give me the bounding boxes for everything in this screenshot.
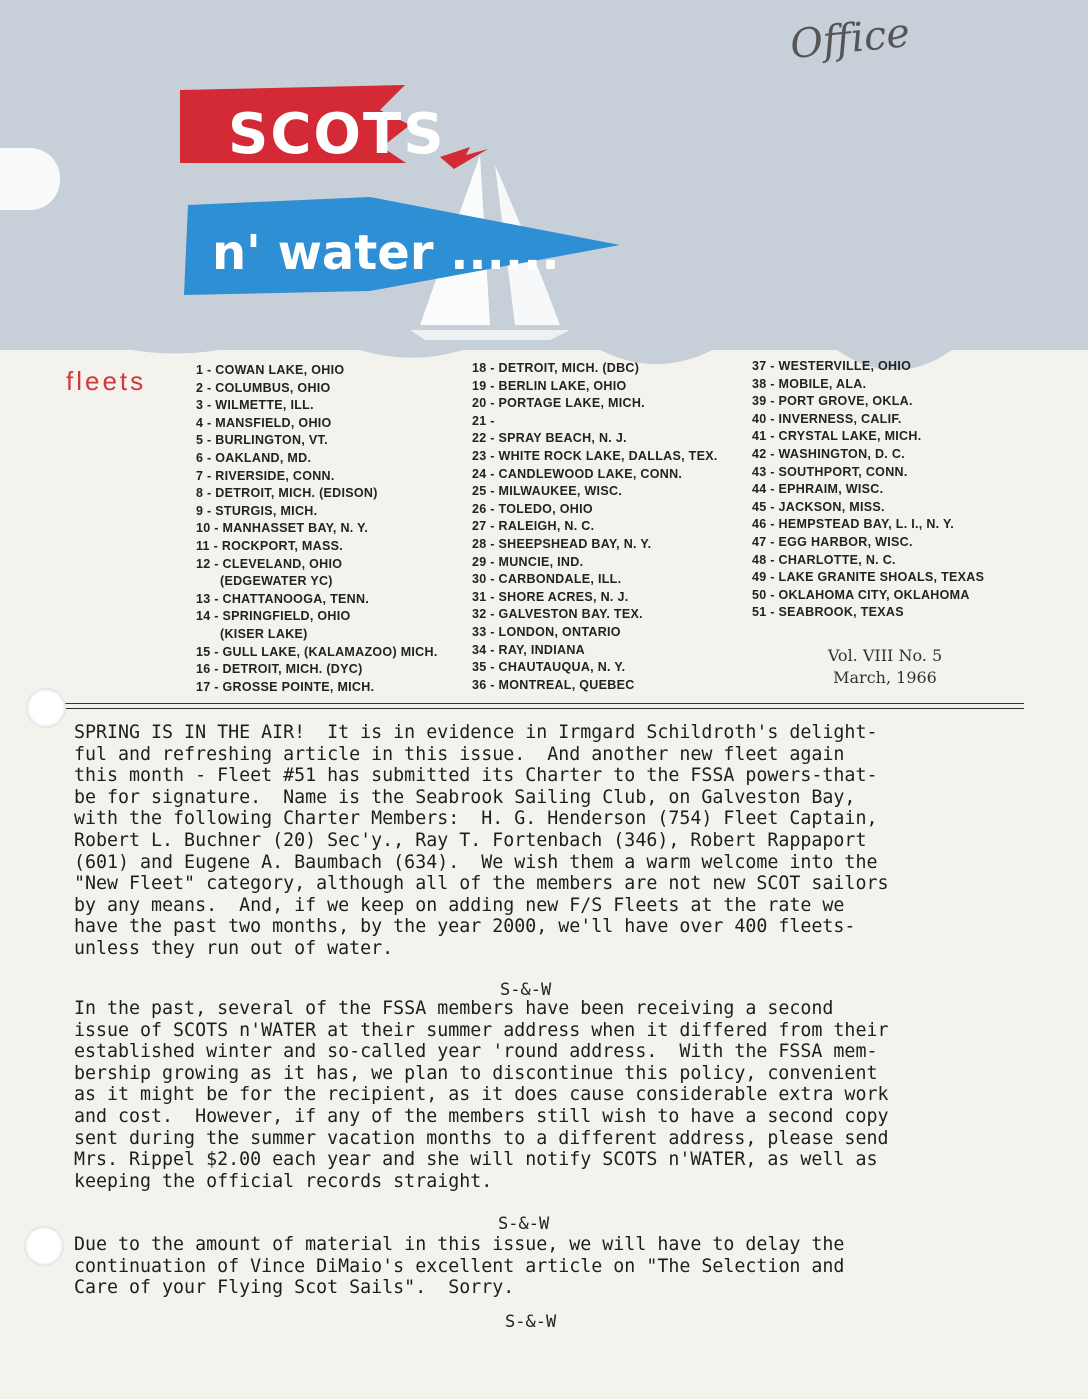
fleet-item: 20 - PORTAGE LAKE, MICH. [472,396,645,411]
fleet-item: 13 - CHATTANOOGA, TENN. [196,591,370,606]
fleet-item: 4 - MANSFIELD, OHIO [196,415,332,430]
fleet-item: 16 - DETROIT, MICH. (DYC) [196,662,363,677]
fleet-item: 31 - SHORE ACRES, N. J. [472,589,629,604]
fleet-item-subline: (EDGEWATER YC) [220,574,333,589]
fleet-item: 33 - LONDON, ONTARIO [472,624,621,639]
fleet-item: 15 - GULL LAKE, (KALAMAZOO) MICH. [196,644,438,659]
divider-line [62,703,1024,704]
fleet-item: 23 - WHITE ROCK LAKE, DALLAS, TEX. [472,448,718,463]
fleet-item: 18 - DETROIT, MICH. (DBC) [472,361,640,375]
fleet-item: 46 - HEMPSTEAD BAY, L. I., N. Y. [752,517,955,532]
fleet-item: 38 - MOBILE, ALA. [752,376,867,391]
fleet-item: 47 - EGG HARBOR, WISC. [752,534,913,549]
fleet-item: 42 - WASHINGTON, D. C. [752,446,905,461]
fleet-item: 44 - EPHRAIM, WISC. [752,482,884,497]
fleet-item: 1 - COWAN LAKE, OHIO [196,363,345,377]
fleet-item: 5 - BURLINGTON, VT. [196,433,328,448]
fleet-list-column-2 [472,360,718,694]
fleet-item: 6 - OAKLAND, MD. [196,450,312,465]
fleet-item: 9 - STURGIS, MICH. [196,503,318,518]
punch-hole [26,688,66,728]
fleet-item: 37 - WESTERVILLE, OHIO [752,359,912,373]
fleet-item: 39 - PORT GROVE, OKLA. [752,394,913,409]
fleet-item: 27 - RALEIGH, N. C. [472,519,595,534]
fleet-item: 14 - SPRINGFIELD, OHIO [196,609,351,624]
paragraph-new-fleet: SPRING IS IN THE AIR! It is in evidence in Irmgard Schildroth's delight- ful and refreshing article in this issue. And another new fleet again this month - Fleet #51 has submitted its Charter to the FSSA powers-that- be for signature. Name is the Seabrook Sailing Club, on Galveston Bay, with the following Charter Members: H. G. Henderson (754) Fleet Captain, Robert L. Buchner (20) Sec'y., Ray T. Fortenbach (346), Robert Rappaport (601) and Eugene A. Baumbach (634). We wish them a warm welcome into the "New Fleet" category, although all of the members are not new SCOT sailors by any means. And, if we keep on adding new F/S Fleets at the rate we have the past two months, by the year 2000, we'll have over 400 fleets- unless they run out of water. [74,722,889,959]
fleet-item: 29 - MUNCIE, IND. [472,554,584,569]
fleet-item: 3 - WILMETTE, ILL. [196,398,314,413]
fleet-item: 40 - INVERNESS, CALIF. [752,411,902,426]
fleet-item: 21 - [472,413,495,428]
fleet-item: 49 - LAKE GRANITE SHOALS, TEXAS [752,570,985,585]
fleet-item: 36 - MONTREAL, QUEBEC [472,677,635,692]
fleet-item: 35 - CHAUTAUQUA, N. Y. [472,660,626,675]
handwritten-note: Office [787,9,913,69]
section-separator: S-&-W [498,1214,550,1234]
fleet-list-column-3 [752,358,984,622]
fleet-item: 11 - ROCKPORT, MASS. [196,538,343,553]
fleet-item: 24 - CANDLEWOOD LAKE, CONN. [472,466,683,481]
volume-number: Vol. VIII No. 5 [827,646,943,665]
fleets-heading: fleets [66,366,147,396]
paragraph-summer-address: In the past, several of the FSSA members have been receiving a second issue of SCOTS n'WATER at their summer address when it differed from their established winter and so-called year 'round address. With the FSSA mem- bership growing as it has, we plan to discontinue this policy, convenient as it might be for the recipient, as it does cause considerable extra work and cost. However, if any of the members still wish to have a second copy sent during the summer vacation months to a different address, please send Mrs. Rippel $2.00 each year and she will notify SCOTS n'WATER, as well as keeping the official records straight. [74,998,889,1192]
section-separator: S-&-W [505,1312,557,1332]
fleet-list-column-1 [196,362,438,696]
punch-hole [24,1226,64,1266]
issue-date: March, 1966 [833,668,937,687]
fleet-item: 50 - OKLAHOMA CITY, OKLAHOMA [752,587,970,602]
masthead-title-scots: SCOTS [228,102,446,167]
fleet-item: 25 - MILWAUKEE, WISC. [472,484,623,499]
fleet-item: 22 - SPRAY BEACH, N. J. [472,431,627,446]
fleet-item: 10 - MANHASSET BAY, N. Y. [196,521,369,536]
fleet-item: 41 - CRYSTAL LAKE, MICH. [752,429,922,444]
fleet-item: 45 - JACKSON, MISS. [752,499,885,514]
fleet-item: 2 - COLUMBUS, OHIO [196,380,331,395]
fleet-item: 8 - DETROIT, MICH. (EDISON) [196,486,378,501]
fleet-item: 19 - BERLIN LAKE, OHIO [472,378,627,393]
fleet-item-subline: (KISER LAKE) [220,626,308,641]
issue-info [805,645,965,689]
fleet-item: 30 - CARBONDALE, ILL. [472,572,622,587]
fleet-item: 12 - CLEVELAND, OHIO [196,556,343,571]
fleet-item: 32 - GALVESTON BAY. TEX. [472,607,643,622]
fleet-item: 17 - GROSSE POINTE, MICH. [196,679,375,694]
divider-line [62,708,1024,709]
paragraph-delay-notice: Due to the amount of material in this issue, we will have to delay the continuation of Vince DiMaio's excellent article on "The Selection and Care of your Flying Scot Sails". Sorry. [74,1234,845,1299]
torn-corner [0,148,60,210]
fleet-item: 28 - SHEEPSHEAD BAY, N. Y. [472,536,652,551]
fleet-item: 43 - SOUTHPORT, CONN. [752,464,908,479]
fleet-item: 51 - SEABROOK, TEXAS [752,605,904,620]
section-separator: S-&-W [500,980,552,1000]
fleet-item: 48 - CHARLOTTE, N. C. [752,552,896,567]
masthead-title-water: n' water ...... [212,225,560,281]
fleet-item: 34 - RAY, INDIANA [472,642,585,657]
fleet-item: 26 - TOLEDO, OHIO [472,501,593,516]
fleet-item: 7 - RIVERSIDE, CONN. [196,468,335,483]
